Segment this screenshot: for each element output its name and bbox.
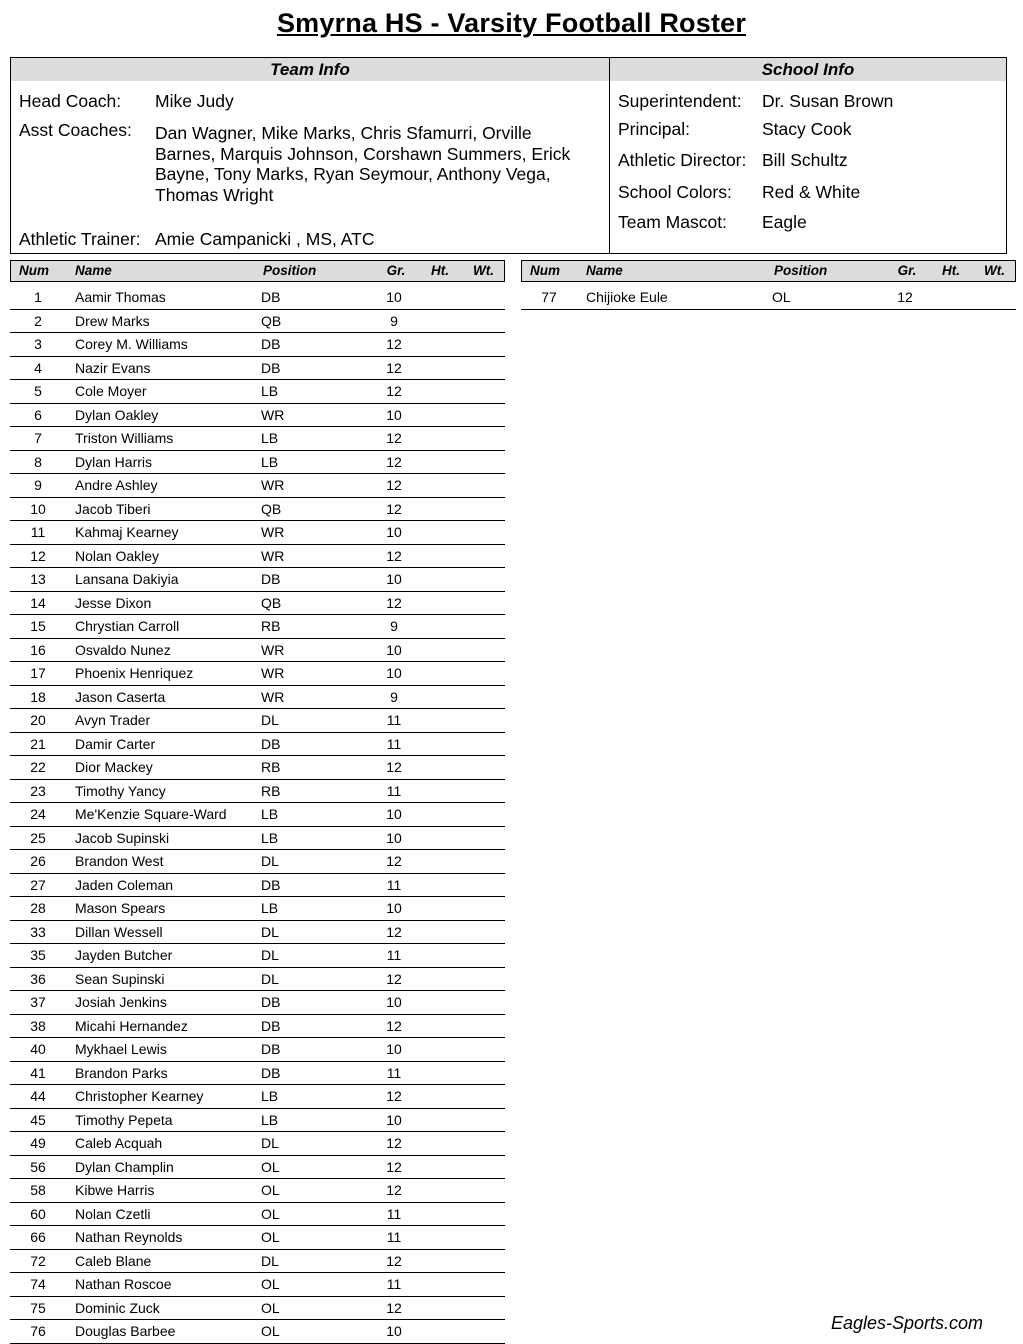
player-name: Damir Carter — [75, 735, 156, 752]
player-num: 18 — [30, 688, 46, 705]
col-position: Position — [774, 263, 828, 278]
player-num: 49 — [30, 1135, 46, 1151]
player-name: Sean Supinski — [75, 970, 165, 987]
player-position: RB — [261, 618, 281, 634]
player-name: Mykhael Lewis — [75, 1041, 167, 1057]
player-row — [10, 850, 505, 874]
player-num: 38 — [30, 1017, 46, 1034]
player-name: Timothy Pepeta — [75, 1111, 173, 1128]
player-row — [10, 944, 505, 968]
player-row — [10, 1109, 505, 1133]
player-position: OL — [261, 1276, 280, 1292]
player-position: DL — [261, 923, 279, 940]
player-name: Timothy Yancy — [75, 782, 166, 799]
roster-rows-left — [10, 282, 505, 1344]
head-coach-label: Head Coach: — [19, 91, 122, 111]
player-name: Nathan Roscoe — [75, 1276, 172, 1292]
col-weight: Wt. — [984, 263, 1005, 278]
player-num: 77 — [541, 289, 557, 305]
player-row — [10, 1038, 505, 1062]
roster-table-right — [521, 260, 1016, 310]
player-grade: 12 — [386, 453, 402, 470]
roster-rows-right — [521, 282, 1016, 310]
col-height: Ht. — [431, 263, 449, 278]
school-info-heading: School Info — [610, 58, 1006, 81]
player-name: Chrystian Carroll — [75, 618, 180, 634]
player-grade: 12 — [386, 1135, 402, 1151]
player-name: Cole Moyer — [75, 383, 147, 399]
player-grade: 12 — [386, 970, 402, 987]
player-name: Lansana Dakiyia — [75, 571, 179, 587]
player-num: 6 — [34, 406, 42, 423]
player-num: 11 — [30, 524, 46, 540]
player-position: DL — [261, 947, 279, 963]
player-row — [10, 357, 505, 381]
col-name: Name — [75, 263, 112, 278]
player-num: 10 — [30, 500, 46, 517]
player-position: DB — [261, 336, 281, 352]
player-name: Jesse Dixon — [75, 594, 152, 611]
player-position: DB — [261, 1064, 281, 1081]
player-row — [10, 451, 505, 475]
player-position: LB — [261, 829, 279, 846]
principal-value: Stacy Cook — [762, 119, 852, 139]
player-grade: 9 — [390, 312, 398, 329]
player-name: Dylan Champlin — [75, 1158, 174, 1175]
player-name: Dillan Wessell — [75, 923, 163, 940]
player-row — [10, 733, 505, 757]
player-name: Jacob Supinski — [75, 829, 170, 846]
asst-coaches-value: Dan Wagner, Mike Marks, Chris Sfamurri, Orville Barnes, Marquis Johnson, Corshawn Summers, Erick Bayne, Tony Marks, Ryan Seymour, Anthony Vega, Thomas Wright — [155, 123, 571, 205]
player-position: DB — [261, 735, 281, 752]
player-num: 17 — [30, 665, 46, 681]
player-num: 74 — [30, 1276, 46, 1292]
athletic-director-label: Athletic Director: — [618, 150, 747, 170]
player-grade: 11 — [386, 876, 402, 893]
player-position: WR — [261, 688, 285, 705]
player-num: 41 — [30, 1064, 46, 1081]
player-position: DB — [261, 359, 281, 376]
player-name: Osvaldo Nunez — [75, 641, 171, 658]
player-position: DB — [261, 1041, 281, 1057]
player-grade: 12 — [386, 1017, 402, 1034]
team-mascot-label: Team Mascot: — [618, 212, 727, 232]
player-position: OL — [261, 1229, 280, 1245]
player-grade: 12 — [386, 1088, 402, 1104]
player-row — [10, 310, 505, 334]
player-grade: 12 — [386, 547, 402, 564]
player-row — [10, 498, 505, 522]
player-grade: 11 — [386, 1276, 402, 1292]
player-name: Kahmaj Kearney — [75, 524, 179, 540]
principal-label: Principal: — [618, 119, 690, 139]
roster-header-left — [10, 260, 505, 282]
player-num: 36 — [30, 970, 46, 987]
player-position: LB — [261, 430, 279, 446]
player-grade: 10 — [386, 900, 402, 916]
player-name: Triston Williams — [75, 430, 174, 446]
head-coach-value: Mike Judy — [155, 91, 234, 111]
trainer-value: Amie Campanicki , MS, ATC — [155, 229, 375, 249]
player-name: Brandon West — [75, 853, 164, 869]
player-row — [10, 1203, 505, 1227]
player-grade: 10 — [386, 289, 402, 305]
player-position: WR — [261, 406, 285, 423]
player-position: OL — [261, 1205, 280, 1222]
page-title: Smyrna HS - Varsity Football Roster — [276, 8, 747, 38]
player-num: 14 — [30, 594, 46, 611]
player-num: 22 — [30, 759, 46, 775]
player-row — [10, 1179, 505, 1203]
player-num: 5 — [34, 383, 42, 399]
player-num: 37 — [30, 994, 46, 1010]
player-grade: 10 — [386, 571, 402, 587]
player-row — [10, 874, 505, 898]
player-row — [10, 427, 505, 451]
player-grade: 11 — [386, 1229, 402, 1245]
player-grade: 12 — [386, 430, 402, 446]
school-colors-value: Red & White — [762, 182, 861, 202]
player-name: Jayden Butcher — [75, 947, 173, 963]
player-row — [10, 1156, 505, 1180]
player-num: 2 — [34, 312, 42, 329]
player-row — [10, 991, 505, 1015]
player-position: WR — [261, 665, 285, 681]
col-height: Ht. — [942, 263, 960, 278]
player-name: Aamir Thomas — [75, 289, 166, 305]
player-row — [10, 1015, 505, 1039]
player-position: LB — [261, 1088, 279, 1104]
player-row — [10, 709, 505, 733]
player-num: 20 — [30, 712, 46, 728]
player-grade: 10 — [386, 1041, 402, 1057]
player-position: DB — [261, 994, 281, 1010]
player-row — [10, 827, 505, 851]
player-position: DB — [261, 571, 281, 587]
player-num: 12 — [30, 547, 46, 564]
col-grade: Gr. — [897, 263, 917, 278]
player-num: 76 — [30, 1323, 46, 1339]
player-num: 26 — [30, 853, 46, 869]
col-name: Name — [586, 263, 623, 278]
player-num: 72 — [30, 1252, 46, 1269]
player-position: WR — [261, 547, 285, 564]
player-num: 15 — [30, 618, 46, 634]
player-grade: 12 — [897, 289, 913, 305]
player-num: 27 — [30, 876, 46, 893]
player-position: QB — [261, 312, 282, 329]
player-name: Nolan Czetli — [75, 1205, 151, 1222]
player-grade: 12 — [386, 1252, 402, 1269]
team-info-heading: Team Info — [11, 58, 609, 81]
player-num: 1 — [34, 289, 42, 305]
superintendent-value: Dr. Susan Brown — [762, 91, 894, 111]
player-name: Micahi Hernandez — [75, 1017, 188, 1034]
player-grade: 10 — [386, 524, 402, 540]
player-grade: 12 — [386, 383, 402, 399]
player-row — [10, 639, 505, 663]
player-row — [10, 1132, 505, 1156]
player-position: LB — [261, 806, 279, 822]
player-row — [10, 1226, 505, 1250]
trainer-label: Athletic Trainer: — [19, 229, 141, 249]
player-position: DL — [261, 1135, 279, 1151]
player-num: 16 — [30, 641, 46, 658]
player-num: 58 — [30, 1182, 46, 1198]
school-info-panel — [610, 58, 1006, 253]
player-name: Douglas Barbee — [75, 1323, 176, 1339]
player-position: WR — [261, 524, 285, 540]
player-grade: 11 — [386, 1064, 402, 1081]
player-name: Dylan Oakley — [75, 406, 159, 423]
player-row — [10, 1085, 505, 1109]
player-position: DL — [261, 853, 279, 869]
player-name: Josiah Jenkins — [75, 994, 167, 1010]
player-position: WR — [261, 477, 285, 493]
player-position: DL — [261, 970, 279, 987]
player-row — [10, 803, 505, 827]
player-position: QB — [261, 594, 282, 611]
player-num: 40 — [30, 1041, 46, 1057]
player-name: Dior Mackey — [75, 759, 153, 775]
player-position: LB — [261, 1111, 279, 1128]
player-row — [10, 568, 505, 592]
player-name: Chijioke Eule — [586, 289, 668, 305]
player-row — [10, 968, 505, 992]
player-row — [10, 1297, 505, 1321]
player-name: Phoenix Henriquez — [75, 665, 194, 681]
col-weight: Wt. — [473, 263, 494, 278]
team-mascot-value: Eagle — [762, 212, 807, 232]
player-num: 45 — [30, 1111, 46, 1128]
player-row — [10, 921, 505, 945]
player-name: Jason Caserta — [75, 688, 166, 705]
player-position: DB — [261, 1017, 281, 1034]
player-num: 56 — [30, 1158, 46, 1175]
player-name: Christopher Kearney — [75, 1088, 204, 1104]
player-num: 9 — [34, 477, 42, 493]
player-position: OL — [261, 1299, 280, 1316]
info-box — [10, 57, 1007, 254]
player-row — [10, 380, 505, 404]
player-position: DL — [261, 712, 279, 728]
player-num: 23 — [30, 782, 46, 799]
player-position: OL — [261, 1182, 280, 1198]
player-name: Jacob Tiberi — [75, 500, 151, 517]
player-num: 4 — [34, 359, 42, 376]
player-grade: 10 — [386, 665, 402, 681]
player-name: Andre Ashley — [75, 477, 158, 493]
player-position: RB — [261, 782, 281, 799]
player-num: 7 — [34, 430, 42, 446]
player-name: Avyn Trader — [75, 712, 151, 728]
player-num: 35 — [30, 947, 46, 963]
player-position: WR — [261, 641, 285, 658]
player-grade: 9 — [390, 688, 398, 705]
player-name: Brandon Parks — [75, 1064, 168, 1081]
player-name: Caleb Blane — [75, 1252, 152, 1269]
player-position: DB — [261, 289, 281, 305]
player-position: QB — [261, 500, 282, 517]
player-name: Mason Spears — [75, 900, 166, 916]
player-num: 60 — [30, 1205, 46, 1222]
col-position: Position — [263, 263, 317, 278]
school-colors-label: School Colors: — [618, 182, 732, 202]
player-grade: 10 — [386, 806, 402, 822]
player-num: 33 — [30, 923, 46, 940]
player-grade: 12 — [386, 923, 402, 940]
player-grade: 12 — [386, 1299, 402, 1316]
player-position: DL — [261, 1252, 279, 1269]
player-grade: 12 — [386, 1182, 402, 1198]
roster-table-left — [10, 260, 505, 1344]
player-row — [10, 1273, 505, 1297]
player-name: Corey M. Williams — [75, 336, 188, 352]
player-grade: 11 — [386, 712, 402, 728]
player-row — [10, 615, 505, 639]
player-name: Nolan Oakley — [75, 547, 160, 564]
player-grade: 12 — [386, 477, 402, 493]
player-grade: 10 — [386, 641, 402, 658]
player-grade: 12 — [386, 759, 402, 775]
player-grade: 12 — [386, 594, 402, 611]
player-grade: 12 — [386, 336, 402, 352]
team-info-panel — [11, 58, 610, 253]
col-num: Num — [530, 263, 560, 278]
player-row — [10, 521, 505, 545]
player-position: OL — [261, 1158, 280, 1175]
player-name: Jaden Coleman — [75, 876, 174, 893]
player-num: 24 — [30, 806, 46, 822]
player-row — [10, 333, 505, 357]
superintendent-label: Superintendent: — [618, 91, 742, 111]
player-grade: 10 — [386, 829, 402, 846]
col-num: Num — [19, 263, 49, 278]
player-row — [10, 662, 505, 686]
player-position: OL — [261, 1323, 280, 1339]
footer-site: Eagles-Sports.com — [830, 1313, 983, 1333]
player-row — [521, 286, 1016, 310]
col-grade: Gr. — [386, 263, 406, 278]
player-row — [10, 545, 505, 569]
player-name: Nazir Evans — [75, 359, 151, 376]
asst-coaches-label: Asst Coaches: — [19, 120, 132, 140]
player-grade: 12 — [386, 359, 402, 376]
player-position: LB — [261, 453, 279, 470]
player-name: Nathan Reynolds — [75, 1229, 183, 1245]
player-name: Dominic Zuck — [75, 1299, 160, 1316]
player-grade: 10 — [386, 1323, 402, 1339]
player-num: 3 — [34, 336, 42, 352]
player-num: 13 — [30, 571, 46, 587]
player-row — [10, 686, 505, 710]
player-grade: 12 — [386, 500, 402, 517]
player-row — [10, 1062, 505, 1086]
player-grade: 11 — [386, 735, 402, 752]
player-row — [10, 474, 505, 498]
player-num: 8 — [34, 453, 42, 470]
player-num: 28 — [30, 900, 46, 916]
player-row — [10, 897, 505, 921]
player-position: LB — [261, 383, 279, 399]
player-position: DB — [261, 876, 281, 893]
player-row — [10, 286, 505, 310]
player-name: Me'Kenzie Square-Ward — [75, 806, 227, 822]
player-num: 25 — [30, 829, 46, 846]
player-num: 75 — [30, 1299, 46, 1316]
player-row — [10, 592, 505, 616]
player-row — [10, 1250, 505, 1274]
athletic-director-value: Bill Schultz — [762, 150, 848, 170]
player-grade: 10 — [386, 406, 402, 423]
player-grade: 9 — [390, 618, 398, 634]
player-grade: 10 — [386, 1111, 402, 1128]
player-num: 44 — [30, 1088, 46, 1104]
player-row — [10, 404, 505, 428]
player-grade: 11 — [386, 1205, 402, 1222]
player-position: RB — [261, 759, 281, 775]
player-grade: 12 — [386, 1158, 402, 1175]
player-position: OL — [772, 289, 791, 305]
roster-header-right — [521, 260, 1016, 282]
player-position: LB — [261, 900, 279, 916]
player-grade: 10 — [386, 994, 402, 1010]
player-grade: 11 — [386, 947, 402, 963]
player-grade: 12 — [386, 853, 402, 869]
player-grade: 11 — [386, 782, 402, 799]
player-num: 66 — [30, 1229, 46, 1245]
player-row — [10, 756, 505, 780]
player-name: Kibwe Harris — [75, 1182, 155, 1198]
player-name: Caleb Acquah — [75, 1135, 163, 1151]
player-num: 21 — [30, 735, 46, 752]
player-row — [10, 780, 505, 804]
player-name: Drew Marks — [75, 312, 150, 329]
player-name: Dylan Harris — [75, 453, 153, 470]
